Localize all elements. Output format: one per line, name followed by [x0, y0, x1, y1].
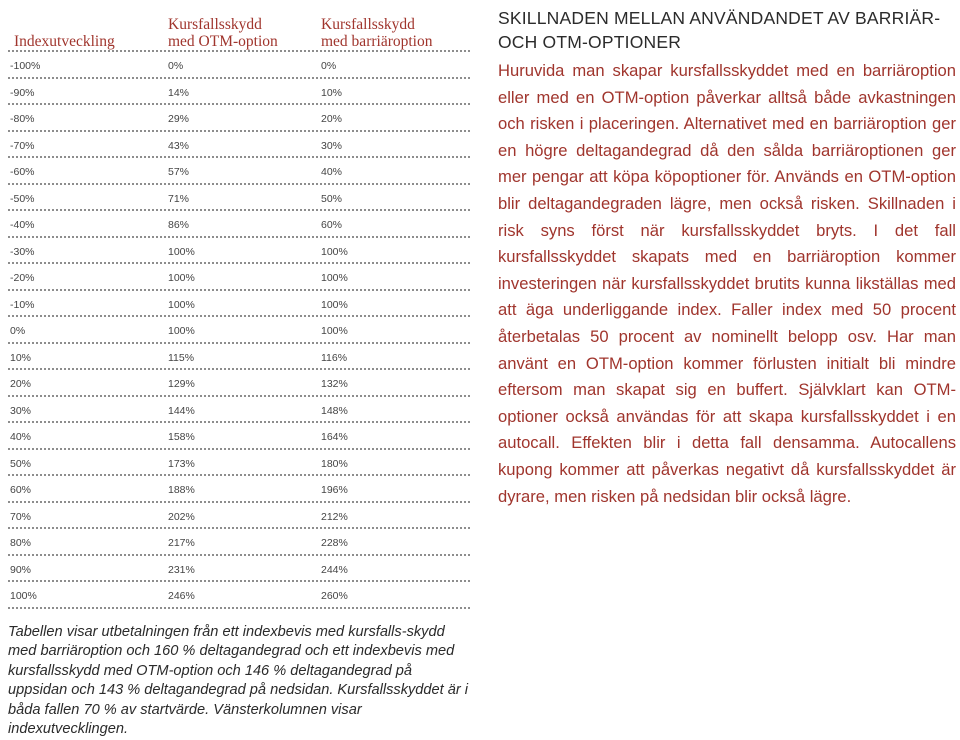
- table-row: [8, 132, 470, 159]
- table-row: [8, 158, 470, 185]
- table-row: [8, 105, 470, 132]
- cell-barrier: 212%: [321, 511, 348, 523]
- cell-barrier: 260%: [321, 590, 348, 602]
- cell-otm: 115%: [168, 352, 194, 364]
- cell-barrier: 196%: [321, 484, 348, 496]
- cell-barrier: 228%: [321, 537, 348, 549]
- cell-index: -20%: [10, 272, 35, 284]
- cell-barrier: 148%: [321, 405, 348, 417]
- table-row: [8, 450, 470, 477]
- cell-index: 20%: [10, 378, 31, 390]
- cell-index: 50%: [10, 458, 31, 470]
- cell-otm: 217%: [168, 537, 195, 549]
- table-row: [8, 291, 470, 318]
- cell-barrier: 100%: [321, 299, 348, 311]
- table-row: [8, 397, 470, 424]
- cell-otm: 144%: [168, 405, 195, 417]
- cell-barrier: 50%: [321, 193, 342, 205]
- table-body: [8, 52, 470, 609]
- cell-barrier: 180%: [321, 458, 348, 470]
- cell-otm: 71%: [168, 193, 189, 205]
- cell-index: 100%: [10, 590, 37, 602]
- cell-index: 90%: [10, 564, 31, 576]
- cell-barrier: 20%: [321, 113, 342, 125]
- cell-index: 0%: [10, 325, 25, 337]
- cell-otm: 57%: [168, 166, 189, 178]
- cell-barrier: 132%: [321, 378, 348, 390]
- table-row: [8, 185, 470, 212]
- cell-otm: 100%: [168, 325, 195, 337]
- cell-index: 80%: [10, 537, 31, 549]
- cell-barrier: 100%: [321, 246, 348, 258]
- cell-otm: 129%: [168, 378, 195, 390]
- cell-otm: 100%: [168, 299, 195, 311]
- cell-otm: 29%: [168, 113, 189, 125]
- table-row: [8, 556, 470, 583]
- table-row: [8, 476, 470, 503]
- article-body: Huruvida man skapar kursfallsskyddet med en barriäroption eller med en OTM-option påverkar alltså både avkastningen och risken i placeringen. Alternativet med en barriäroption ger en högre deltagandegrad då den sålda barriäroptionen ger mer pengar att köpa köpoptioner för. Används en OTM-option blir deltagandegraden lägre, men också risken. Skillnaden i risk syns först när kursfallsskyddet bryts. I det fall kursfallsskyddet skapats med en barriäroption kommer investeringen när kursfallsskyddet brutits kunna likställas med att äga underliggande index. Faller index med 50 procent återbetalas 50 procent av nominellt belopp osv. Har man använt en OTM-option kommer förlusten initialt bli mindre eftersom man skapat sig en buffert. Självklart kan OTM-optioner också användas för att skapa kursfallsskyddet i en autocall. Effekten blir i detta fall densamma. Autocallens kupong kommer att påverkas negativt då kursfallsskyddet är dyrare, men risken på nedsidan blir också lägre.: [498, 58, 956, 510]
- cell-index: 10%: [10, 352, 31, 364]
- cell-otm: 86%: [168, 219, 189, 231]
- cell-index: 40%: [10, 431, 31, 443]
- cell-otm: 246%: [168, 590, 195, 602]
- table-row: [8, 529, 470, 556]
- payout-table-section: [8, 8, 470, 740]
- article-heading: SKILLNADEN MELLAN ANVÄNDANDET AV BARRIÄR- OCH OTM-OPTIONER: [498, 6, 956, 54]
- table-row: [8, 264, 470, 291]
- cell-otm: 173%: [168, 458, 195, 470]
- article: [498, 6, 956, 510]
- cell-index: -40%: [10, 219, 35, 231]
- table-row: [8, 211, 470, 238]
- table-caption: Tabellen visar utbetalningen från ett indexbevis med kursfalls-skydd med barriäroption och 160 % deltagandegrad och ett indexbevis med kursfallsskydd med OTM-option och 146 % deltagandegrad på uppsidan och 143 % deltagandegrad på nedsidan. Kursfallsskyddet är i båda fallen 70 % av startvärde. Vänsterkolumnen visar indexutvecklingen.: [8, 623, 470, 740]
- cell-index: -50%: [10, 193, 35, 205]
- cell-otm: 100%: [168, 246, 195, 258]
- cell-index: -100%: [10, 60, 40, 72]
- table-row: [8, 79, 470, 106]
- table-row: [8, 344, 470, 371]
- table-row: [8, 238, 470, 265]
- header-otm-option: Kursfallsskydd med OTM-option: [168, 16, 278, 50]
- table-row: [8, 503, 470, 530]
- cell-barrier: 30%: [321, 140, 342, 152]
- table-row: [8, 423, 470, 450]
- cell-barrier: 100%: [321, 325, 348, 337]
- header-index-development: Indexutveckling: [14, 33, 115, 50]
- cell-index: 60%: [10, 484, 31, 496]
- cell-otm: 231%: [168, 564, 195, 576]
- cell-index: -10%: [10, 299, 35, 311]
- cell-otm: 100%: [168, 272, 195, 284]
- cell-index: 30%: [10, 405, 31, 417]
- cell-barrier: 164%: [321, 431, 348, 443]
- header-barrier-option: Kursfallsskydd med barriäroption: [321, 16, 432, 50]
- cell-index: -80%: [10, 113, 35, 125]
- cell-barrier: 60%: [321, 219, 342, 231]
- cell-otm: 202%: [168, 511, 195, 523]
- cell-index: 70%: [10, 511, 31, 523]
- cell-index: -70%: [10, 140, 35, 152]
- cell-otm: 188%: [168, 484, 195, 496]
- cell-barrier: 116%: [321, 352, 347, 364]
- table-row: [8, 582, 470, 609]
- cell-barrier: 0%: [321, 60, 336, 72]
- cell-otm: 0%: [168, 60, 183, 72]
- cell-barrier: 10%: [321, 87, 342, 99]
- cell-barrier: 244%: [321, 564, 348, 576]
- cell-otm: 14%: [168, 87, 189, 99]
- table-row: [8, 370, 470, 397]
- table-row: [8, 52, 470, 79]
- cell-barrier: 100%: [321, 272, 348, 284]
- cell-index: -60%: [10, 166, 35, 178]
- cell-barrier: 40%: [321, 166, 342, 178]
- cell-otm: 158%: [168, 431, 195, 443]
- cell-otm: 43%: [168, 140, 189, 152]
- cell-index: -90%: [10, 87, 35, 99]
- cell-index: -30%: [10, 246, 35, 258]
- table-row: [8, 317, 470, 344]
- table-header: [8, 8, 470, 50]
